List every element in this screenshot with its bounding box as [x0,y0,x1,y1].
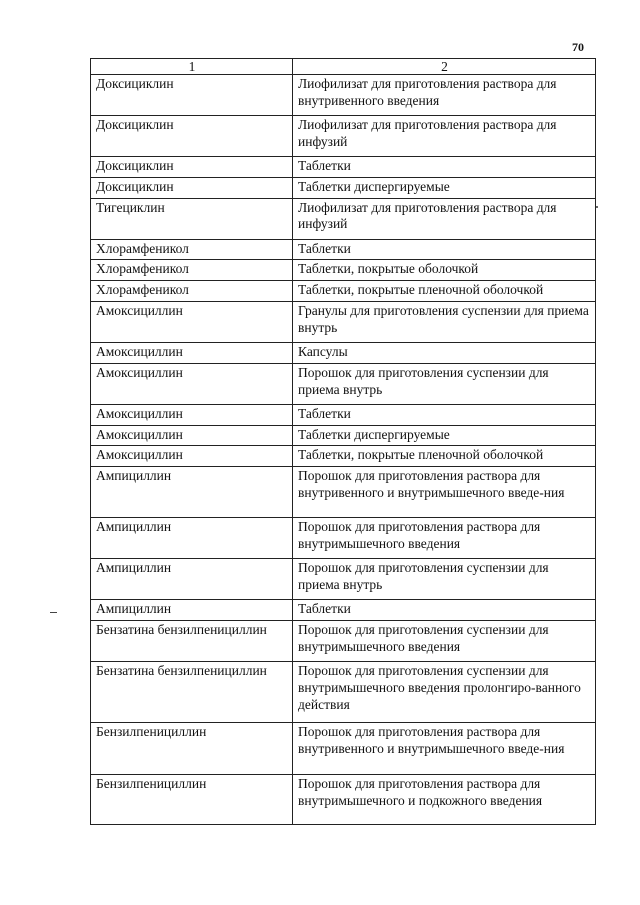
table-row [91,467,596,518]
dosage-form-cell: Гранулы для приготовления суспензии для приема внутрь [293,301,596,342]
column-header-1: 1 [91,59,293,75]
table-row [91,559,596,600]
table-row [91,661,596,722]
table-header-row [91,59,596,75]
drug-name-cell: Бензатина бензилпенициллин [91,661,293,722]
table-row [91,198,596,239]
stray-dot [596,206,598,208]
drug-name-cell: Тигециклин [91,198,293,239]
drug-name-cell: Ампициллин [91,518,293,559]
dosage-form-cell: Таблетки, покрытые пленочной оболочкой [293,281,596,302]
drug-name-cell: Ампициллин [91,600,293,621]
column-header-2: 2 [293,59,596,75]
table-row [91,342,596,363]
dosage-form-cell: Лиофилизат для приготовления раствора для инфузий [293,198,596,239]
dosage-form-cell: Порошок для приготовления раствора для внутримышечного и подкожного введения [293,774,596,824]
dosage-form-cell: Капсулы [293,342,596,363]
drug-name-cell: Амоксициллин [91,301,293,342]
drug-name-cell: Доксициклин [91,177,293,198]
drug-name-cell: Ампициллин [91,467,293,518]
table-row [91,404,596,425]
drug-forms-table [90,58,596,825]
drug-name-cell: Бензатина бензилпенициллин [91,620,293,661]
dosage-form-cell: Таблетки диспергируемые [293,177,596,198]
dosage-form-cell: Порошок для приготовления раствора для внутривенного и внутримышечного введе-ния [293,722,596,774]
drug-name-cell: Бензилпенициллин [91,722,293,774]
dosage-form-cell: Таблетки диспергируемые [293,425,596,446]
dosage-form-cell: Таблетки, покрытые оболочкой [293,260,596,281]
table-row [91,260,596,281]
table-row [91,301,596,342]
drug-name-cell: Хлорамфеникол [91,239,293,260]
dosage-form-cell: Порошок для приготовления суспензии для приема внутрь [293,559,596,600]
dosage-form-cell: Таблетки [293,239,596,260]
table-row [91,116,596,157]
dosage-form-cell: Порошок для приготовления суспензии для приема внутрь [293,363,596,404]
table-row [91,281,596,302]
drug-name-cell: Амоксициллин [91,363,293,404]
table-row [91,600,596,621]
drug-name-cell: Доксициклин [91,75,293,116]
table-row [91,774,596,824]
table-row [91,722,596,774]
table-row [91,75,596,116]
dosage-form-cell: Порошок для приготовления раствора для внутривенного и внутримышечного введе-ния [293,467,596,518]
dosage-form-cell: Лиофилизат для приготовления раствора для инфузий [293,116,596,157]
drug-name-cell: Бензилпенициллин [91,774,293,824]
table-row [91,620,596,661]
stray-mark [50,612,57,613]
drug-name-cell: Амоксициллин [91,425,293,446]
drug-name-cell: Доксициклин [91,157,293,178]
table-row [91,177,596,198]
table-row [91,425,596,446]
drug-name-cell: Ампициллин [91,559,293,600]
drug-name-cell: Хлорамфеникол [91,281,293,302]
dosage-form-cell: Таблетки, покрытые пленочной оболочкой [293,446,596,467]
page-number: 70 [572,40,584,54]
table-row [91,363,596,404]
dosage-form-cell: Таблетки [293,157,596,178]
drug-name-cell: Амоксициллин [91,404,293,425]
dosage-form-cell: Лиофилизат для приготовления раствора для внутривенного введения [293,75,596,116]
drug-name-cell: Хлорамфеникол [91,260,293,281]
table-row [91,157,596,178]
dosage-form-cell: Таблетки [293,404,596,425]
drug-name-cell: Доксициклин [91,116,293,157]
dosage-form-cell: Порошок для приготовления суспензии для внутримышечного введения пролонгиро-ванного действия [293,661,596,722]
dosage-form-cell: Таблетки [293,600,596,621]
table-body [91,75,596,825]
drug-name-cell: Амоксициллин [91,446,293,467]
drug-name-cell: Амоксициллин [91,342,293,363]
table-row [91,518,596,559]
dosage-form-cell: Порошок для приготовления суспензии для внутримышечного введения [293,620,596,661]
table-row [91,239,596,260]
dosage-form-cell: Порошок для приготовления раствора для внутримышечного введения [293,518,596,559]
table-row [91,446,596,467]
